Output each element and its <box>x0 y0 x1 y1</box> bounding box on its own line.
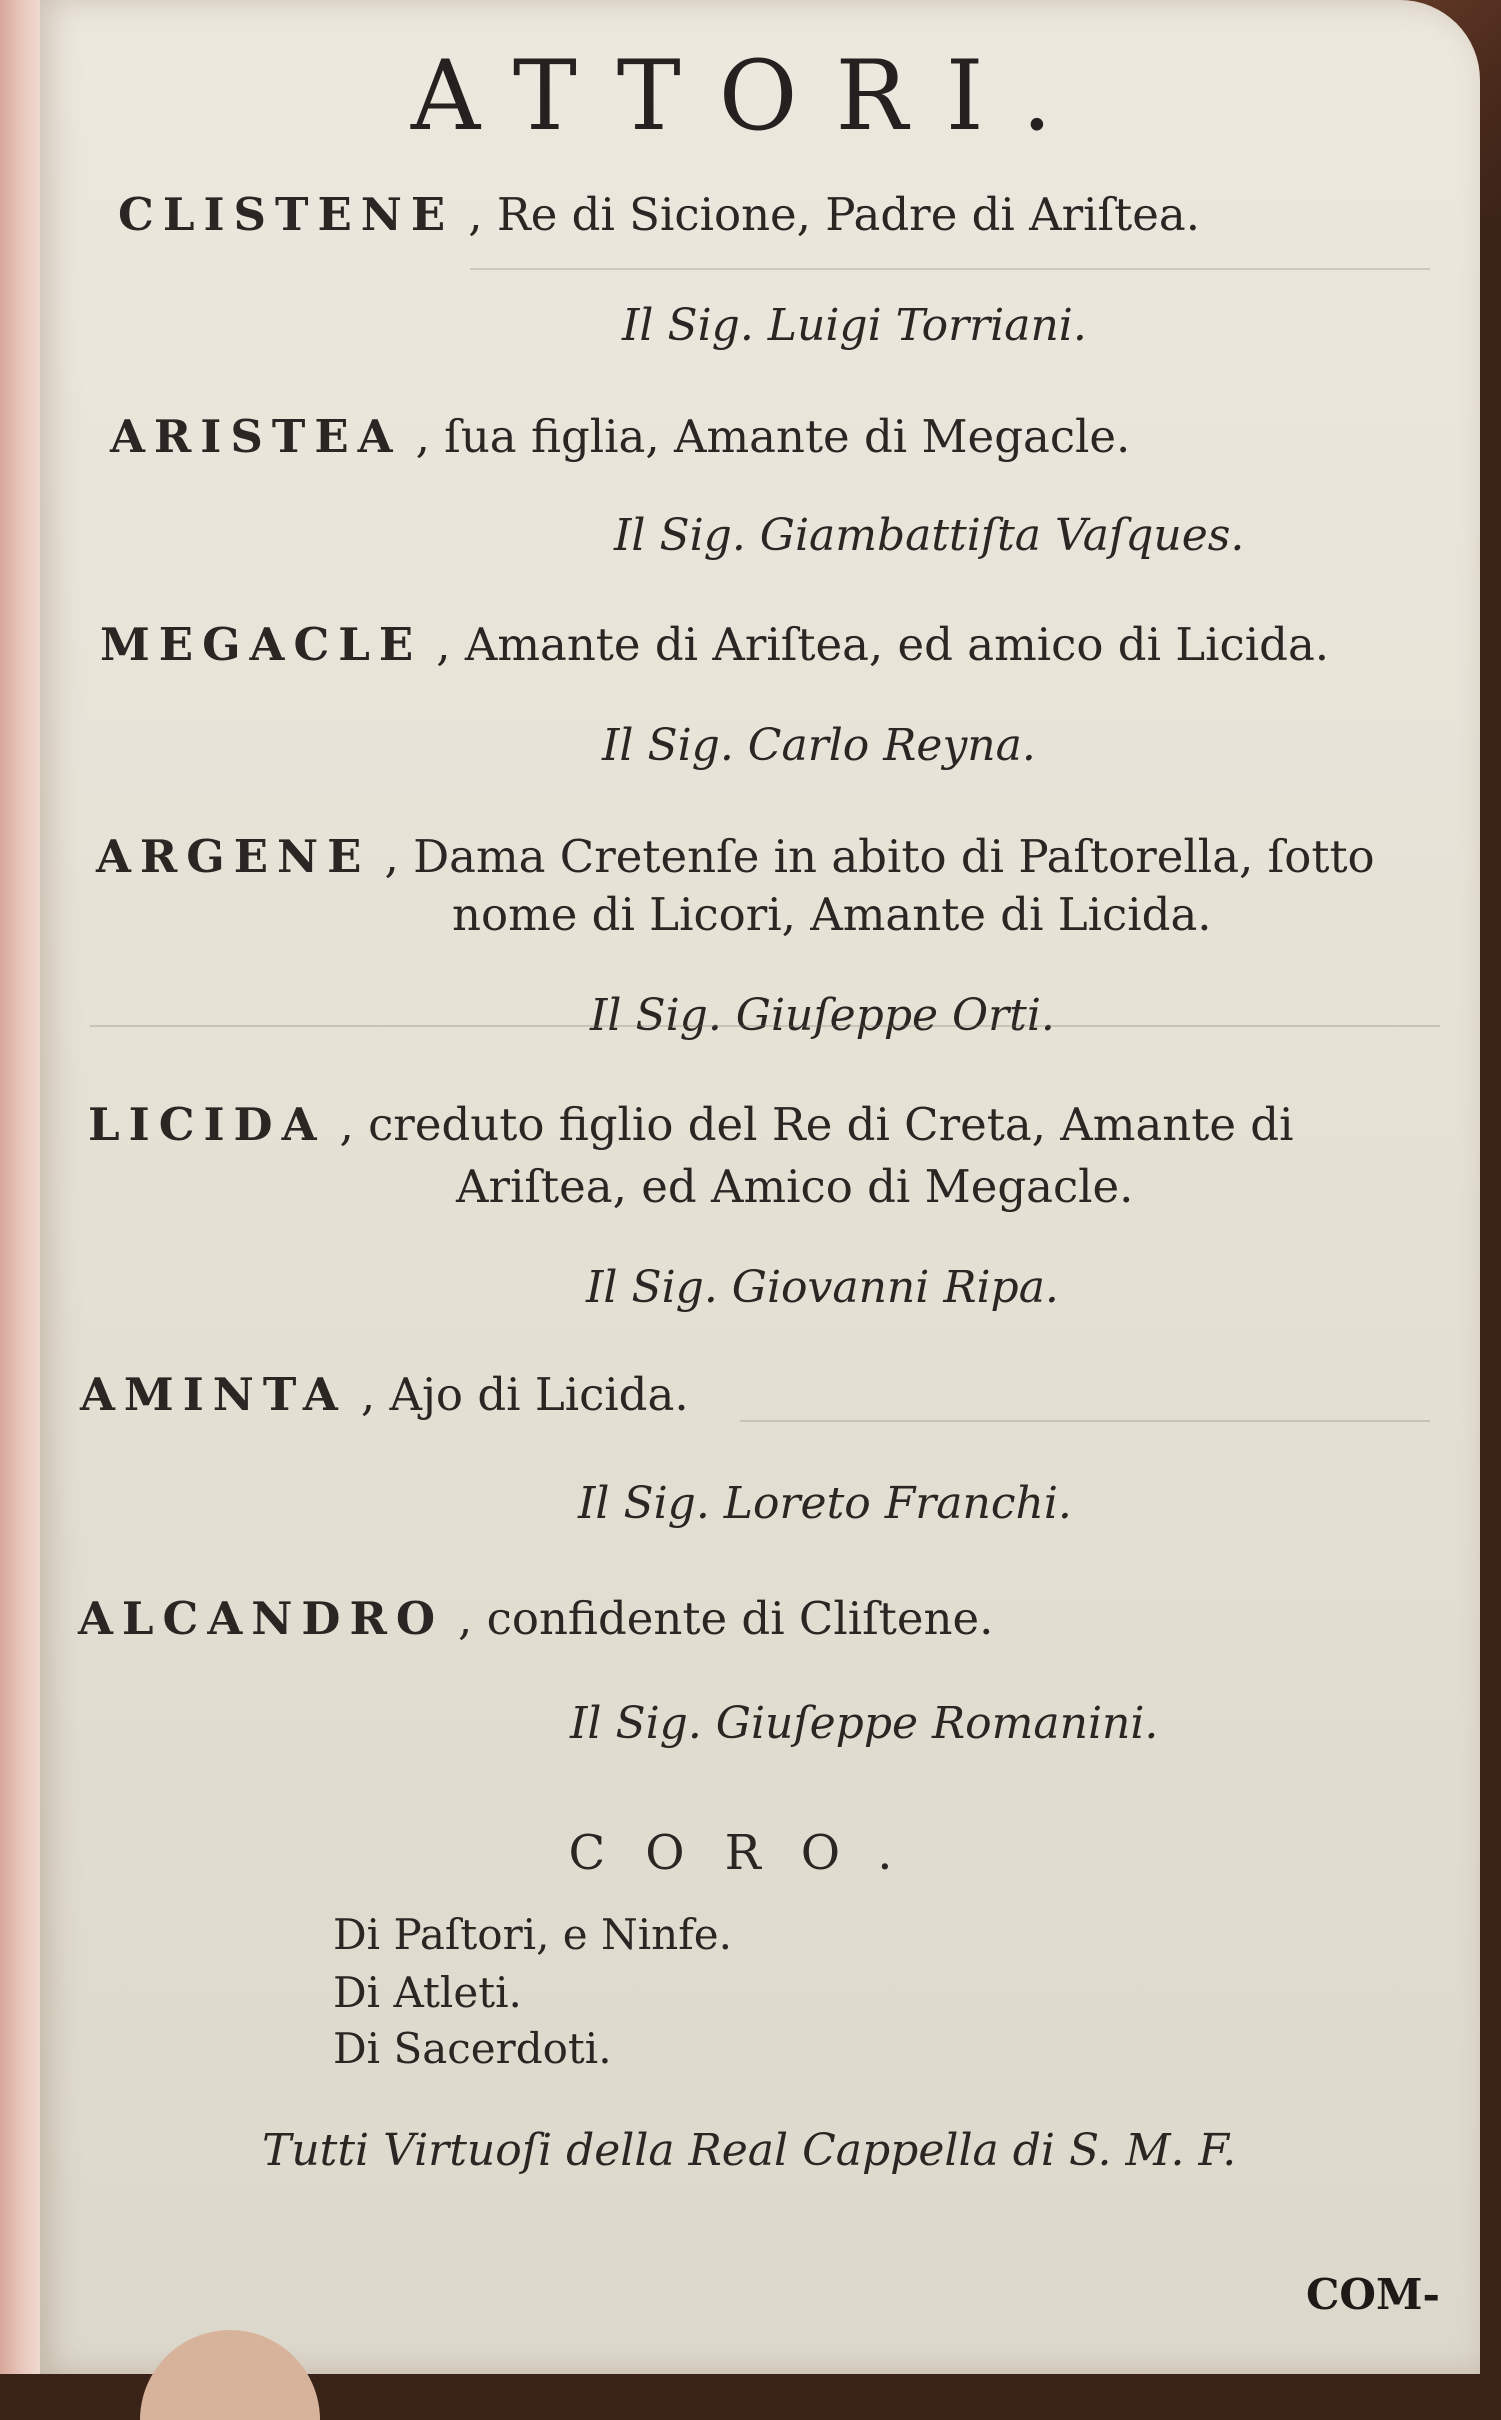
role-description-continued: Ariſtea, ed Amico di Megacle. <box>456 1160 1134 1213</box>
divider <box>90 1025 1440 1027</box>
chorus-heading: CORO. <box>568 1825 933 1881</box>
divider <box>740 1420 1430 1422</box>
role-description: , Re di Sicione, Padre di Ariſtea. <box>468 188 1201 241</box>
footer-note: Tutti Virtuoſi della Real Cappella di S. M. F. <box>262 2125 1237 2176</box>
role-alcandro <box>78 1592 993 1645</box>
catchword: COM- <box>1306 2270 1440 2319</box>
singer-alcandro: Il Sig. Giuſeppe Romanini. <box>570 1698 1159 1749</box>
role-name: ARGENE <box>96 830 371 883</box>
role-name: ARISTEA <box>110 410 402 463</box>
chorus-line-priests: Di Sacerdoti. <box>333 2024 612 2073</box>
role-aminta <box>80 1368 689 1421</box>
role-argene <box>96 830 1375 883</box>
role-name: LICIDA <box>88 1098 326 1151</box>
role-description: , confidente di Cliſtene. <box>458 1592 994 1645</box>
singer-clistene: Il Sig. Luigi Torriani. <box>622 300 1087 351</box>
singer-aristea: Il Sig. Giambattiſta Vaſques. <box>614 510 1245 561</box>
role-description-continued: nome di Licori, Amante di Licida. <box>452 888 1212 941</box>
role-name: ALCANDRO <box>78 1592 445 1645</box>
role-description: , Dama Cretenſe in abito di Paſtorella, ſotto <box>384 830 1375 883</box>
divider <box>470 268 1430 270</box>
singer-megacle: Il Sig. Carlo Reyna. <box>602 720 1036 771</box>
role-megacle <box>100 618 1329 671</box>
role-description: , Ajo di Licida. <box>360 1368 689 1421</box>
chorus-line-athletes: Di Atleti. <box>333 1968 522 2017</box>
singer-argene: Il Sig. Giuſeppe Orti. <box>590 990 1055 1041</box>
singer-licida: Il Sig. Giovanni Ripa. <box>586 1262 1059 1313</box>
chorus-line-shepherds: Di Paſtori, e Ninfe. <box>333 1910 732 1959</box>
page-title: ATTORI. <box>410 40 1091 152</box>
role-aristea <box>110 410 1130 463</box>
role-description: , ſua figlia, Amante di Megacle. <box>415 410 1131 463</box>
role-clistene <box>118 188 1200 241</box>
role-description: , Amante di Ariſtea, ed amico di Licida. <box>436 618 1330 671</box>
role-description: , creduto figlio del Re di Creta, Amante di <box>339 1098 1294 1151</box>
role-licida <box>88 1098 1293 1151</box>
role-name: CLISTENE <box>118 188 455 241</box>
singer-aminta: Il Sig. Loreto Franchi. <box>578 1478 1072 1529</box>
role-name: MEGACLE <box>100 618 423 671</box>
role-name: AMINTA <box>80 1368 347 1421</box>
